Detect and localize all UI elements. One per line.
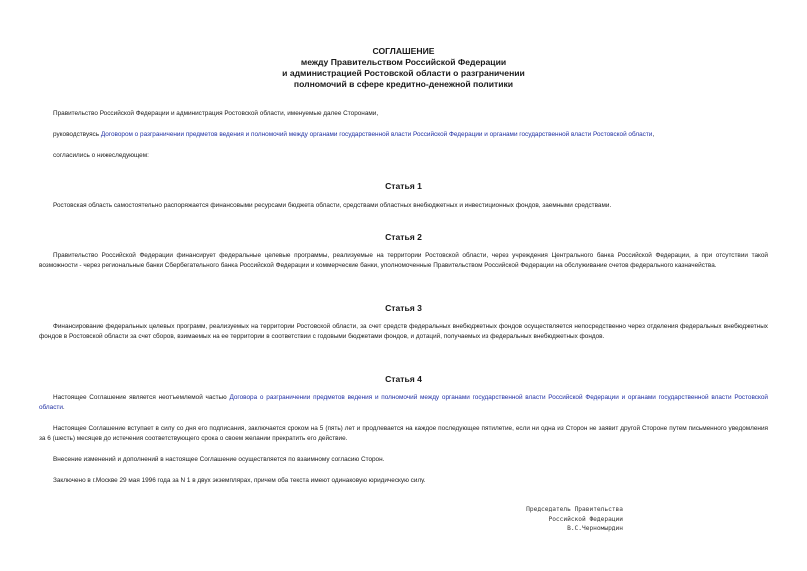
intro-parties: Правительство Российской Федерации и администрация Ростовской области, именуемые далее Сторонами, — [53, 110, 379, 117]
title-line-2: между Правительством Российской Федерации — [300, 57, 507, 67]
article-2-text: Правительство Российской Федерации финансирует федеральные целевые программы, реализуемые на территории Ростовской области, через учреждения Центрального банка Российской Федерации, а при отсутствии такой возможности - через региональные банки Сбербегательного банка Российской Федерации и коммерческие банки, уполномоченные Правительством Российской Федерации на обслуживание счетов федерального казначейства. — [39, 252, 768, 270]
signature-line-1: Председатель Правительства — [526, 506, 623, 513]
signature-line-3: В.С.Черномырдин — [567, 525, 623, 532]
signature-line-2: Российской Федерации — [548, 515, 623, 523]
article-4-heading: Статья 4 — [385, 374, 422, 384]
title-line-1: СОГЛАШЕНИЕ — [372, 46, 435, 56]
treaty-link[interactable]: Договором о разграничении предметов ведения и полномочий между органами государственной власти Российской Федерации и органами государственной власти Ростовской области — [100, 131, 653, 138]
intro-guided-prefix: руководствуясь — [53, 131, 101, 138]
signature-block — [526, 505, 623, 534]
article-1-heading: Статья 1 — [385, 181, 422, 191]
document-title — [0, 46, 807, 90]
article-2-heading: Статья 2 — [385, 232, 422, 242]
title-line-3: и администрацией Ростовской области о разграничении — [282, 68, 525, 78]
article-3-text: Финансирование федеральных целевых программ, реализуемых на территории Ростовской области, за счет средств федеральных внебюджетных фондов осуществляется непосредственно через отделения федеральных внебюджетных фондов в Ростовской области за счет сборов, взимаемых на ее территории в соответствии с годовыми бюджетами фондов, и дотаций, получаемых из федеральных внебюджетных фондов. — [39, 323, 768, 341]
intro-agreed: согласились о нижеследующем: — [53, 152, 149, 159]
article-4-paragraph-3: Внесение изменений и дополнений в настоящее Соглашение осуществляется по взаимному согласию Сторон. — [53, 456, 385, 463]
article-4-paragraph-4: Заключено в г.Москве 29 мая 1996 года за N 1 в двух экземплярах, причем оба текста имеют одинаковую юридическую силу. — [53, 477, 426, 484]
treaty-link-2[interactable]: Договора о разграничении предметов ведения и полномочий между органами государственной власти Российской Федерации и органами государственной власти Ростовской области — [39, 394, 768, 412]
article-4-paragraph-2: Настоящее Соглашение вступает в силу со дня его подписания, заключается сроком на 5 (пять) лет и продлевается на каждое последующее пятилетие, если ни одна из Сторон не заявит другой Стороне путем письменного уведомления за 6 (шесть) месяцев до истечения соответствующего срока о своем желании прекратить его действие. — [39, 425, 768, 443]
intro-guided — [53, 130, 773, 140]
article-4-paragraph-1 — [39, 393, 768, 413]
title-line-4: полномочий в сфере кредитно-денежной политики — [293, 79, 514, 89]
article-1-text: Ростовская область самостоятельно распоряжается финансовыми ресурсами бюджета области, средствами областных внебюджетных и инвестиционных фондов, заемными средствами. — [53, 202, 612, 209]
article-4-p1-prefix: Настоящее Соглашение является неотъемлемой частью — [53, 394, 230, 401]
intro-guided-suffix: , — [652, 131, 655, 138]
article-3-heading: Статья 3 — [385, 303, 422, 313]
article-4-p1-suffix: . — [62, 404, 65, 412]
